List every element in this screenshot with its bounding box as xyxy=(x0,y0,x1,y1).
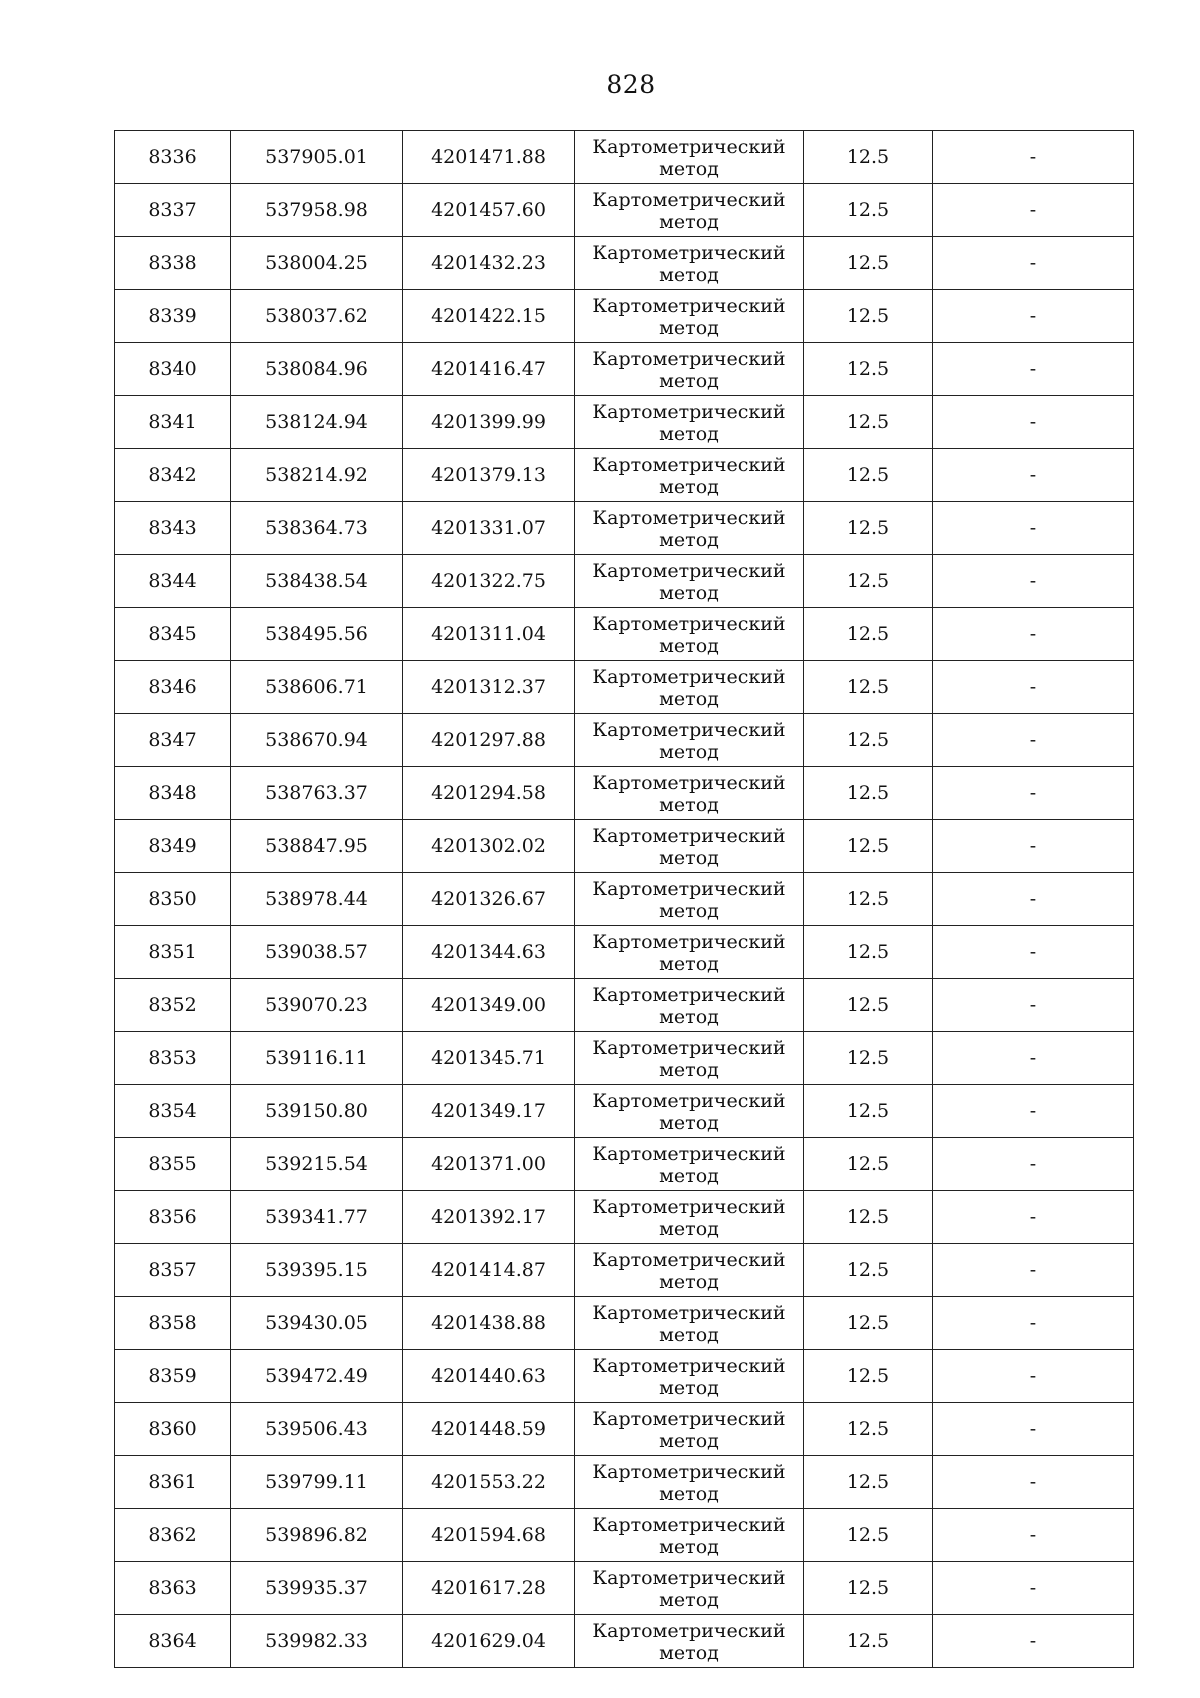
y-coordinate-cell: 4201457.60 xyxy=(403,184,575,237)
method-text-line1: Картометрический xyxy=(592,1142,786,1165)
x-coordinate-cell: 539896.82 xyxy=(231,1509,403,1562)
x-coordinate-cell: 538606.71 xyxy=(231,661,403,714)
method-text-line2: метод xyxy=(659,1588,719,1611)
point-number-cell: 8360 xyxy=(115,1403,231,1456)
y-coordinate-cell: 4201594.68 xyxy=(403,1509,575,1562)
method-text-line1: Картометрический xyxy=(592,1301,786,1324)
method-text-line2: метод xyxy=(659,1111,719,1134)
table-row xyxy=(115,1138,1134,1191)
x-coordinate-cell: 539341.77 xyxy=(231,1191,403,1244)
table-row xyxy=(115,237,1134,290)
method-text-line1: Картометрический xyxy=(592,347,786,370)
note-cell: - xyxy=(933,1562,1134,1615)
x-coordinate-cell: 538978.44 xyxy=(231,873,403,926)
method-text-line2: метод xyxy=(659,528,719,551)
x-coordinate-cell: 539395.15 xyxy=(231,1244,403,1297)
point-number-cell: 8338 xyxy=(115,237,231,290)
method-text-line1: Картометрический xyxy=(592,559,786,582)
note-cell: - xyxy=(933,1138,1134,1191)
table-row xyxy=(115,1403,1134,1456)
note-cell: - xyxy=(933,820,1134,873)
x-coordinate-cell: 538438.54 xyxy=(231,555,403,608)
y-coordinate-cell: 4201345.71 xyxy=(403,1032,575,1085)
method-text-line1: Картометрический xyxy=(592,877,786,900)
note-cell: - xyxy=(933,290,1134,343)
accuracy-cell: 12.5 xyxy=(804,714,933,767)
x-coordinate-cell: 539982.33 xyxy=(231,1615,403,1668)
point-number-cell: 8339 xyxy=(115,290,231,343)
method-cell xyxy=(575,343,804,396)
y-coordinate-cell: 4201326.67 xyxy=(403,873,575,926)
y-coordinate-cell: 4201416.47 xyxy=(403,343,575,396)
table-row xyxy=(115,290,1134,343)
y-coordinate-cell: 4201322.75 xyxy=(403,555,575,608)
method-cell xyxy=(575,1509,804,1562)
y-coordinate-cell: 4201379.13 xyxy=(403,449,575,502)
note-cell: - xyxy=(933,555,1134,608)
accuracy-cell: 12.5 xyxy=(804,926,933,979)
method-text-line1: Картометрический xyxy=(592,824,786,847)
method-text-line1: Картометрический xyxy=(592,665,786,688)
method-text-line2: метод xyxy=(659,210,719,233)
table-body xyxy=(115,131,1134,1668)
table-row xyxy=(115,396,1134,449)
method-text-line1: Картометрический xyxy=(592,1354,786,1377)
accuracy-cell: 12.5 xyxy=(804,820,933,873)
point-number-cell: 8343 xyxy=(115,502,231,555)
x-coordinate-cell: 538495.56 xyxy=(231,608,403,661)
method-cell xyxy=(575,661,804,714)
method-cell xyxy=(575,449,804,502)
accuracy-cell: 12.5 xyxy=(804,873,933,926)
accuracy-cell: 12.5 xyxy=(804,1297,933,1350)
x-coordinate-cell: 538763.37 xyxy=(231,767,403,820)
note-cell: - xyxy=(933,714,1134,767)
x-coordinate-cell: 538124.94 xyxy=(231,396,403,449)
method-cell xyxy=(575,820,804,873)
method-text-line2: метод xyxy=(659,1323,719,1346)
method-text-line2: метод xyxy=(659,1535,719,1558)
point-number-cell: 8357 xyxy=(115,1244,231,1297)
method-text-line1: Картометрический xyxy=(592,983,786,1006)
point-number-cell: 8348 xyxy=(115,767,231,820)
x-coordinate-cell: 538004.25 xyxy=(231,237,403,290)
y-coordinate-cell: 4201553.22 xyxy=(403,1456,575,1509)
table-row xyxy=(115,449,1134,502)
method-cell xyxy=(575,290,804,343)
point-number-cell: 8356 xyxy=(115,1191,231,1244)
point-number-cell: 8341 xyxy=(115,396,231,449)
method-cell xyxy=(575,979,804,1032)
note-cell: - xyxy=(933,1297,1134,1350)
method-text-line1: Картометрический xyxy=(592,1089,786,1112)
accuracy-cell: 12.5 xyxy=(804,555,933,608)
method-cell xyxy=(575,1562,804,1615)
method-cell xyxy=(575,502,804,555)
accuracy-cell: 12.5 xyxy=(804,1403,933,1456)
method-cell xyxy=(575,1244,804,1297)
method-text-line1: Картометрический xyxy=(592,1248,786,1271)
coordinates-table xyxy=(114,130,1134,1668)
note-cell: - xyxy=(933,396,1134,449)
note-cell: - xyxy=(933,926,1134,979)
method-text-line2: метод xyxy=(659,1217,719,1240)
method-cell xyxy=(575,1615,804,1668)
point-number-cell: 8349 xyxy=(115,820,231,873)
method-text-line2: метод xyxy=(659,793,719,816)
method-cell xyxy=(575,396,804,449)
accuracy-cell: 12.5 xyxy=(804,1244,933,1297)
x-coordinate-cell: 537905.01 xyxy=(231,131,403,184)
table-row xyxy=(115,979,1134,1032)
table-row xyxy=(115,1085,1134,1138)
x-coordinate-cell: 539935.37 xyxy=(231,1562,403,1615)
method-text-line2: метод xyxy=(659,1058,719,1081)
table-row xyxy=(115,661,1134,714)
table-row xyxy=(115,502,1134,555)
y-coordinate-cell: 4201448.59 xyxy=(403,1403,575,1456)
accuracy-cell: 12.5 xyxy=(804,661,933,714)
y-coordinate-cell: 4201331.07 xyxy=(403,502,575,555)
method-cell xyxy=(575,1350,804,1403)
method-text-line2: метод xyxy=(659,263,719,286)
point-number-cell: 8364 xyxy=(115,1615,231,1668)
method-text-line1: Картометрический xyxy=(592,771,786,794)
y-coordinate-cell: 4201302.02 xyxy=(403,820,575,873)
accuracy-cell: 12.5 xyxy=(804,1562,933,1615)
x-coordinate-cell: 539799.11 xyxy=(231,1456,403,1509)
accuracy-cell: 12.5 xyxy=(804,979,933,1032)
table-row xyxy=(115,820,1134,873)
method-text-line2: метод xyxy=(659,1641,719,1664)
accuracy-cell: 12.5 xyxy=(804,1032,933,1085)
table-row xyxy=(115,1297,1134,1350)
y-coordinate-cell: 4201371.00 xyxy=(403,1138,575,1191)
method-cell xyxy=(575,1191,804,1244)
y-coordinate-cell: 4201349.17 xyxy=(403,1085,575,1138)
point-number-cell: 8347 xyxy=(115,714,231,767)
method-text-line1: Картометрический xyxy=(592,1036,786,1059)
method-text-line1: Картометрический xyxy=(592,241,786,264)
method-text-line2: метод xyxy=(659,1376,719,1399)
note-cell: - xyxy=(933,1032,1134,1085)
table-row xyxy=(115,1509,1134,1562)
note-cell: - xyxy=(933,1244,1134,1297)
method-text-line1: Картометрический xyxy=(592,400,786,423)
note-cell: - xyxy=(933,979,1134,1032)
table-row xyxy=(115,184,1134,237)
method-cell xyxy=(575,767,804,820)
note-cell: - xyxy=(933,184,1134,237)
x-coordinate-cell: 538037.62 xyxy=(231,290,403,343)
y-coordinate-cell: 4201617.28 xyxy=(403,1562,575,1615)
point-number-cell: 8336 xyxy=(115,131,231,184)
y-coordinate-cell: 4201438.88 xyxy=(403,1297,575,1350)
note-cell: - xyxy=(933,1403,1134,1456)
method-text-line2: метод xyxy=(659,581,719,604)
x-coordinate-cell: 539430.05 xyxy=(231,1297,403,1350)
table-row xyxy=(115,714,1134,767)
x-coordinate-cell: 539150.80 xyxy=(231,1085,403,1138)
accuracy-cell: 12.5 xyxy=(804,237,933,290)
table-row xyxy=(115,873,1134,926)
method-text-line1: Картометрический xyxy=(592,1566,786,1589)
accuracy-cell: 12.5 xyxy=(804,184,933,237)
point-number-cell: 8363 xyxy=(115,1562,231,1615)
method-text-line1: Картометрический xyxy=(592,612,786,635)
table-row xyxy=(115,1456,1134,1509)
method-text-line2: метод xyxy=(659,952,719,975)
method-cell xyxy=(575,1403,804,1456)
method-cell xyxy=(575,1138,804,1191)
note-cell: - xyxy=(933,1350,1134,1403)
method-text-line1: Картометрический xyxy=(592,188,786,211)
method-cell xyxy=(575,873,804,926)
x-coordinate-cell: 539506.43 xyxy=(231,1403,403,1456)
method-cell xyxy=(575,1085,804,1138)
method-text-line1: Картометрический xyxy=(592,453,786,476)
note-cell: - xyxy=(933,1615,1134,1668)
x-coordinate-cell: 538847.95 xyxy=(231,820,403,873)
point-number-cell: 8350 xyxy=(115,873,231,926)
accuracy-cell: 12.5 xyxy=(804,1456,933,1509)
x-coordinate-cell: 539472.49 xyxy=(231,1350,403,1403)
page-number: 828 xyxy=(606,70,656,99)
note-cell: - xyxy=(933,449,1134,502)
table-row xyxy=(115,1350,1134,1403)
method-text-line1: Картометрический xyxy=(592,135,786,158)
method-cell xyxy=(575,1456,804,1509)
note-cell: - xyxy=(933,1456,1134,1509)
accuracy-cell: 12.5 xyxy=(804,396,933,449)
y-coordinate-cell: 4201297.88 xyxy=(403,714,575,767)
method-cell xyxy=(575,1297,804,1350)
table-row xyxy=(115,1191,1134,1244)
point-number-cell: 8346 xyxy=(115,661,231,714)
method-text-line2: метод xyxy=(659,1270,719,1293)
note-cell: - xyxy=(933,1509,1134,1562)
method-cell xyxy=(575,608,804,661)
table-row xyxy=(115,1244,1134,1297)
note-cell: - xyxy=(933,131,1134,184)
y-coordinate-cell: 4201471.88 xyxy=(403,131,575,184)
accuracy-cell: 12.5 xyxy=(804,1191,933,1244)
x-coordinate-cell: 539215.54 xyxy=(231,1138,403,1191)
accuracy-cell: 12.5 xyxy=(804,1138,933,1191)
accuracy-cell: 12.5 xyxy=(804,1350,933,1403)
method-text-line1: Картометрический xyxy=(592,930,786,953)
point-number-cell: 8361 xyxy=(115,1456,231,1509)
note-cell: - xyxy=(933,1085,1134,1138)
table-row xyxy=(115,1615,1134,1668)
y-coordinate-cell: 4201629.04 xyxy=(403,1615,575,1668)
point-number-cell: 8337 xyxy=(115,184,231,237)
table-row xyxy=(115,608,1134,661)
y-coordinate-cell: 4201294.58 xyxy=(403,767,575,820)
point-number-cell: 8342 xyxy=(115,449,231,502)
method-cell xyxy=(575,184,804,237)
method-text-line2: метод xyxy=(659,846,719,869)
method-text-line1: Картометрический xyxy=(592,1513,786,1536)
method-cell xyxy=(575,714,804,767)
table-row xyxy=(115,767,1134,820)
x-coordinate-cell: 538364.73 xyxy=(231,502,403,555)
method-cell xyxy=(575,926,804,979)
method-text-line1: Картометрический xyxy=(592,1407,786,1430)
note-cell: - xyxy=(933,767,1134,820)
y-coordinate-cell: 4201344.63 xyxy=(403,926,575,979)
method-text-line2: метод xyxy=(659,475,719,498)
y-coordinate-cell: 4201440.63 xyxy=(403,1350,575,1403)
note-cell: - xyxy=(933,502,1134,555)
accuracy-cell: 12.5 xyxy=(804,1615,933,1668)
method-text-line2: метод xyxy=(659,1482,719,1505)
accuracy-cell: 12.5 xyxy=(804,767,933,820)
method-text-line2: метод xyxy=(659,899,719,922)
point-number-cell: 8359 xyxy=(115,1350,231,1403)
accuracy-cell: 12.5 xyxy=(804,290,933,343)
y-coordinate-cell: 4201392.17 xyxy=(403,1191,575,1244)
method-text-line2: метод xyxy=(659,687,719,710)
point-number-cell: 8354 xyxy=(115,1085,231,1138)
method-text-line2: метод xyxy=(659,634,719,657)
y-coordinate-cell: 4201432.23 xyxy=(403,237,575,290)
y-coordinate-cell: 4201311.04 xyxy=(403,608,575,661)
method-text-line2: метод xyxy=(659,740,719,763)
method-text-line2: метод xyxy=(659,1005,719,1028)
note-cell: - xyxy=(933,237,1134,290)
method-text-line1: Картометрический xyxy=(592,718,786,741)
note-cell: - xyxy=(933,661,1134,714)
x-coordinate-cell: 538214.92 xyxy=(231,449,403,502)
method-text-line1: Картометрический xyxy=(592,1195,786,1218)
method-text-line2: метод xyxy=(659,316,719,339)
table-row xyxy=(115,926,1134,979)
note-cell: - xyxy=(933,343,1134,396)
point-number-cell: 8340 xyxy=(115,343,231,396)
method-cell xyxy=(575,237,804,290)
method-text-line1: Картометрический xyxy=(592,294,786,317)
accuracy-cell: 12.5 xyxy=(804,1509,933,1562)
method-cell xyxy=(575,1032,804,1085)
table-row xyxy=(115,343,1134,396)
accuracy-cell: 12.5 xyxy=(804,608,933,661)
point-number-cell: 8345 xyxy=(115,608,231,661)
point-number-cell: 8362 xyxy=(115,1509,231,1562)
method-text-line1: Картометрический xyxy=(592,506,786,529)
y-coordinate-cell: 4201422.15 xyxy=(403,290,575,343)
x-coordinate-cell: 537958.98 xyxy=(231,184,403,237)
method-cell xyxy=(575,131,804,184)
x-coordinate-cell: 539070.23 xyxy=(231,979,403,1032)
note-cell: - xyxy=(933,608,1134,661)
point-number-cell: 8353 xyxy=(115,1032,231,1085)
point-number-cell: 8352 xyxy=(115,979,231,1032)
method-text-line1: Картометрический xyxy=(592,1460,786,1483)
accuracy-cell: 12.5 xyxy=(804,1085,933,1138)
table-row xyxy=(115,131,1134,184)
method-cell xyxy=(575,555,804,608)
y-coordinate-cell: 4201312.37 xyxy=(403,661,575,714)
method-text-line2: метод xyxy=(659,369,719,392)
method-text-line2: метод xyxy=(659,1429,719,1452)
accuracy-cell: 12.5 xyxy=(804,131,933,184)
point-number-cell: 8351 xyxy=(115,926,231,979)
method-text-line1: Картометрический xyxy=(592,1619,786,1642)
method-text-line2: метод xyxy=(659,422,719,445)
point-number-cell: 8358 xyxy=(115,1297,231,1350)
point-number-cell: 8355 xyxy=(115,1138,231,1191)
point-number-cell: 8344 xyxy=(115,555,231,608)
x-coordinate-cell: 539116.11 xyxy=(231,1032,403,1085)
y-coordinate-cell: 4201349.00 xyxy=(403,979,575,1032)
note-cell: - xyxy=(933,1191,1134,1244)
x-coordinate-cell: 539038.57 xyxy=(231,926,403,979)
y-coordinate-cell: 4201414.87 xyxy=(403,1244,575,1297)
y-coordinate-cell: 4201399.99 xyxy=(403,396,575,449)
note-cell: - xyxy=(933,873,1134,926)
table-row xyxy=(115,1032,1134,1085)
accuracy-cell: 12.5 xyxy=(804,449,933,502)
x-coordinate-cell: 538670.94 xyxy=(231,714,403,767)
method-text-line2: метод xyxy=(659,1164,719,1187)
method-text-line2: метод xyxy=(659,157,719,180)
table-row xyxy=(115,1562,1134,1615)
accuracy-cell: 12.5 xyxy=(804,502,933,555)
table-row xyxy=(115,555,1134,608)
accuracy-cell: 12.5 xyxy=(804,343,933,396)
x-coordinate-cell: 538084.96 xyxy=(231,343,403,396)
